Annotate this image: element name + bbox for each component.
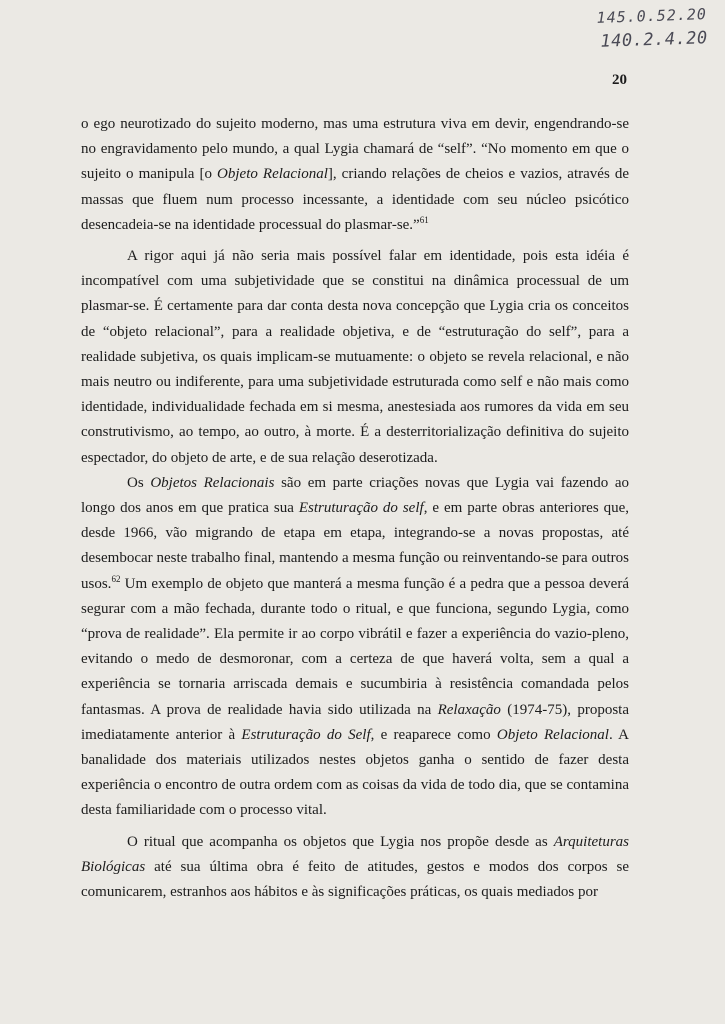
paragraph-4-text-a: O ritual que acompanha os objetos que Lygia nos propõe desde as xyxy=(127,833,554,850)
paragraph-1-text-a: o ego neurotizado do sujeito moderno, mas uma estrutura viva em devir, engendrando-se no engravidamento pelo mundo, a qual Lygia chamará de “self”. “No momento em que o sujeito o manipula [o xyxy=(81,116,629,183)
paragraph-3-text-c: são em parte criações novas que Lygia vai fazendo ao longo dos anos em que pratica sua xyxy=(81,474,629,517)
paragraph-3-italic-objetos: Objetos Relacionais xyxy=(150,474,275,491)
body-text xyxy=(81,112,629,905)
paragraph-3-italic-objeto-relacional: Objeto Relacional xyxy=(496,726,609,743)
paragraph-3-text-l: . A banalidade dos materiais utilizados nestes objetos ganha o sentido de fazer desta experiência o encontro de outra ordem com as coisas da vida de todo dia, que se contamina desta familiaridade com o processo vital. xyxy=(81,726,629,819)
paragraph-1-italic-title: Objeto Relacional xyxy=(217,166,328,183)
paragraph-1-text-c: ], criando relações de cheios e vazios, através de massas que fluem num processo incessante, a identidade com seu núcleo psicótico desencadeia-se na identidade processual do plasmar-se.” xyxy=(81,166,629,233)
paragraph-4 xyxy=(81,830,629,906)
paragraph-3-italic-estruturacao-self: Estruturação do Self xyxy=(241,726,371,743)
paragraph-3-text-a: Os xyxy=(127,474,151,491)
annotation-line-1: 145.0.52.20 xyxy=(595,5,707,27)
paragraph-3-italic-estruturacao: Estruturação do self xyxy=(298,500,424,517)
page-number: 20 xyxy=(612,72,627,88)
annotation-line-2: 140.2.4.20 xyxy=(599,28,708,52)
footnote-ref-61: 61 xyxy=(419,214,429,225)
paragraph-3 xyxy=(81,471,629,824)
paragraph-4-text-c: até sua última obra é feito de atitudes, gestos e modos dos corpos se comunicarem, estranhos aos hábitos e às significações práticas, os quais mediados por xyxy=(81,858,629,901)
paragraph-3-text-f: Um exemplo de objeto que manterá a mesma função é a pedra que a pessoa deverá segurar com a mão fechada, durante todo o ritual, e que funciona, segundo Lygia, como “prova de realidade”. Ela permite ir ao corpo vibrátil e fazer a experiência do vazio-pleno, evitando o medo de desmoronar, com a certeza de que haverá volta, sem a qual a experiência se tornaria arriscada demais e sucumbiria à resistência comandada pelos fantasmas. A prova de realidade havia sido utilizada na xyxy=(81,575,629,718)
paragraph-3-text-h: (1974-75), proposta imediatamente anterior à xyxy=(81,701,629,743)
paragraph-1 xyxy=(81,112,629,238)
paragraph-2: A rigor aqui já não seria mais possível falar em identidade, pois esta idéia é incompatível com uma subjetividade que se constitui na dinâmica processual de um plasmar-se. É certamente para dar conta desta nova concepção que Lygia cria os conceitos de “objeto relacional”, para a realidade objetiva, e de “estruturação do self”, para a realidade subjetiva, os quais implicam-se mutuamente: o objeto se revela relacional, e não mais neutro ou indiferente, para uma subjetividade estruturada como self e não mais como identidade, individualidade fechada em si mesma, anestesiada aos rumores da vida em seu construtivismo, ao tempo, ao outro, à morte. É a desterritorialização definitiva do sujeito espectador, do objeto de arte, e de sua relação deserotizada. xyxy=(81,248,629,466)
paragraph-4-italic-arquiteturas: Arquiteturas Biológicas xyxy=(81,833,629,875)
paragraph-3-text-e: , e em parte obras anteriores que, desde 1966, vão migrando de etapa em etapa, integrando-se a novas propostas, até desembocar neste trabalho final, mantendo a mesma função ou reinventando-se para outros usos. xyxy=(81,500,630,592)
paragraph-3-italic-relaxacao: Relaxação xyxy=(437,701,501,718)
footnote-ref-62: 62 xyxy=(111,573,121,584)
handwritten-annotation xyxy=(596,2,708,54)
paragraph-3-text-j: , e reaparece como xyxy=(370,726,497,743)
